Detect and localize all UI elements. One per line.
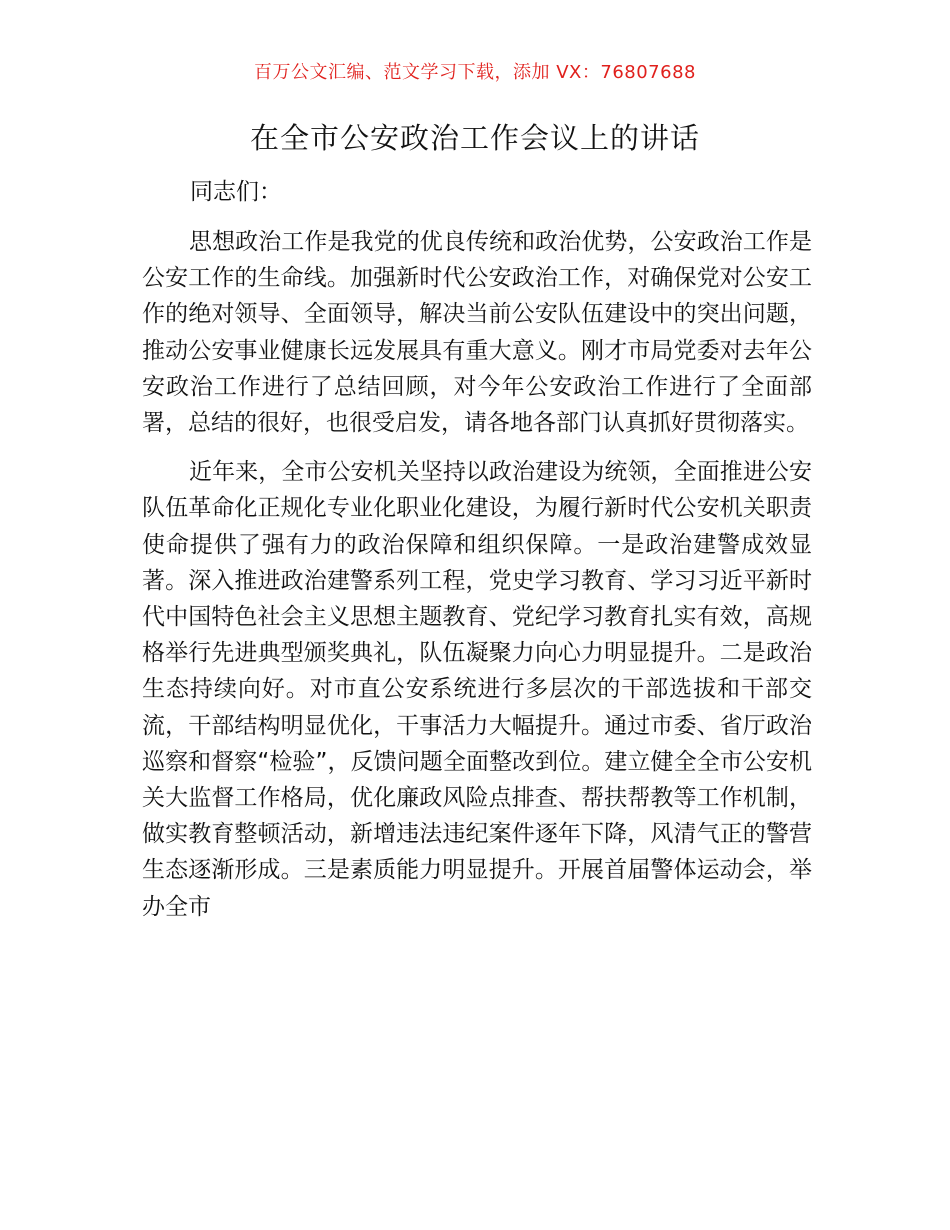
salutation: 同志们： <box>190 179 282 205</box>
watermark-banner: 百万公文汇编、范文学习下载，添加 VX：76807688 <box>254 62 696 83</box>
document-body <box>142 224 812 938</box>
paragraph-2: 近年来，全市公安机关坚持以政治建设为统领，全面推进公安队伍革命化正规化专业化职业化建设，为履行新时代公安机关职责使命提供了强有力的政治保障和组织保障。一是政治建警成效显著。深入推进政治建警系列工程，党史学习教育、学习习近平新时代中国特色社会主义思想主题教育、党纪学习教育扎实有效，高规格举行先进典型颁奖典礼，队伍凝聚力向心力明显提升。二是政治生态持续向好。对市直公安系统进行多层次的干部选拔和干部交流，干部结构明显优化，干事活力大幅提升。通过市委、省厅政治巡察和督察“检验”，反馈问题全面整改到位。建立健全全市公安机关大监督工作格局，优化廉政风险点排查、帮扶帮教等工作机制，做实教育整顿活动，新增违法违纪案件逐年下降，风清气正的警营生态逐渐形成。三是素质能力明显提升。开展首届警体运动会，举办全市 <box>142 459 812 920</box>
document-title: 在全市公安政治工作会议上的讲话 <box>249 121 700 155</box>
paragraph-1: 思想政治工作是我党的优良传统和政治优势，公安政治工作是公安工作的生命线。加强新时代公安政治工作，对确保党对公安工作的绝对领导、全面领导，解决当前公安队伍建设中的突出问题，推动公安事业健康长远发展具有重大意义。刚才市局党委对去年公安政治工作进行了总结回顾，对今年公安政治工作进行了全面部署，总结的很好，也很受启发，请各地各部门认真抓好贯彻落实。 <box>142 229 812 437</box>
